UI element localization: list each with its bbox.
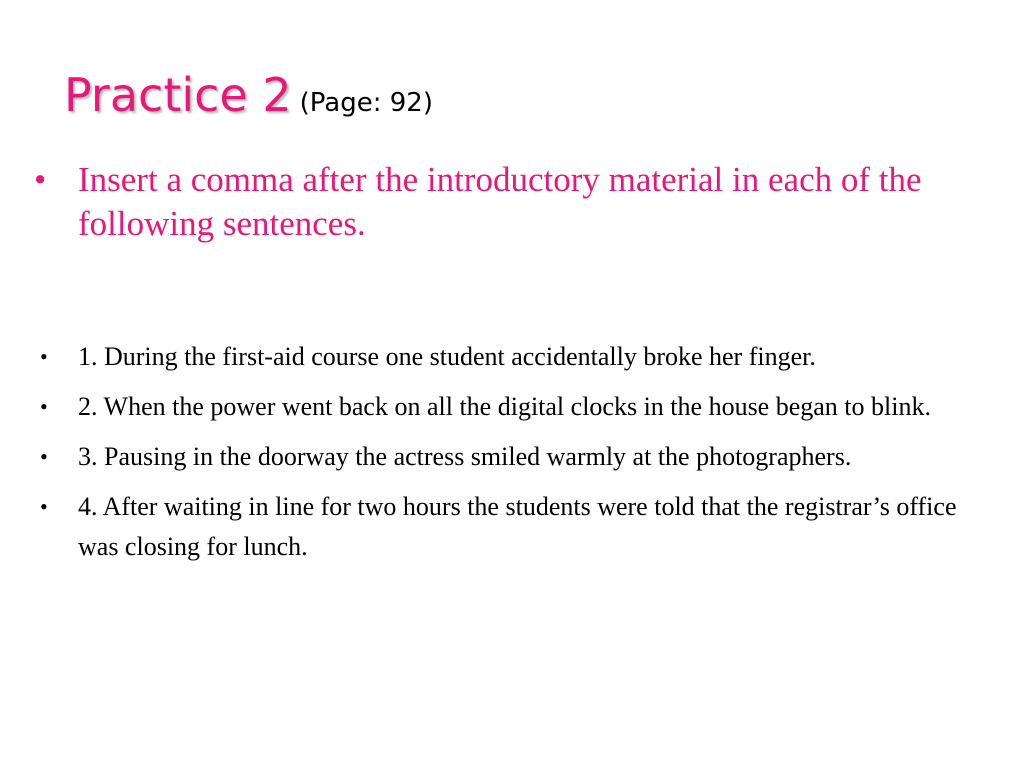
sentence-text: 4. After waiting in line for two hours the students were told that the registrar’s office was closing for lunch. xyxy=(78,492,957,561)
sentence-text: 2. When the power went back on all the digital clocks in the house began to blink. xyxy=(78,392,931,421)
page-reference: (Page: 92) xyxy=(299,88,433,118)
instruction-block xyxy=(34,158,1006,246)
bullet-icon: • xyxy=(40,494,48,519)
instruction-bullet xyxy=(34,158,1006,246)
list-item xyxy=(40,337,990,377)
list-item xyxy=(40,437,990,477)
instruction-text: Insert a comma after the introductory material in each of the following sentences. xyxy=(78,160,922,243)
list-item xyxy=(40,387,990,427)
bullet-icon: • xyxy=(40,394,48,419)
list-item xyxy=(40,487,990,567)
bullet-icon: • xyxy=(40,344,48,369)
slide-title xyxy=(64,68,433,122)
sentence-text: 1. During the first-aid course one student accidentally broke her finger. xyxy=(78,342,816,371)
bullet-icon: • xyxy=(34,160,47,199)
sentence-text: 3. Pausing in the doorway the actress smiled warmly at the photographers. xyxy=(78,442,852,471)
bullet-icon: • xyxy=(40,444,48,469)
sentence-list xyxy=(40,337,990,577)
title-text: Practice 2 xyxy=(64,68,292,122)
